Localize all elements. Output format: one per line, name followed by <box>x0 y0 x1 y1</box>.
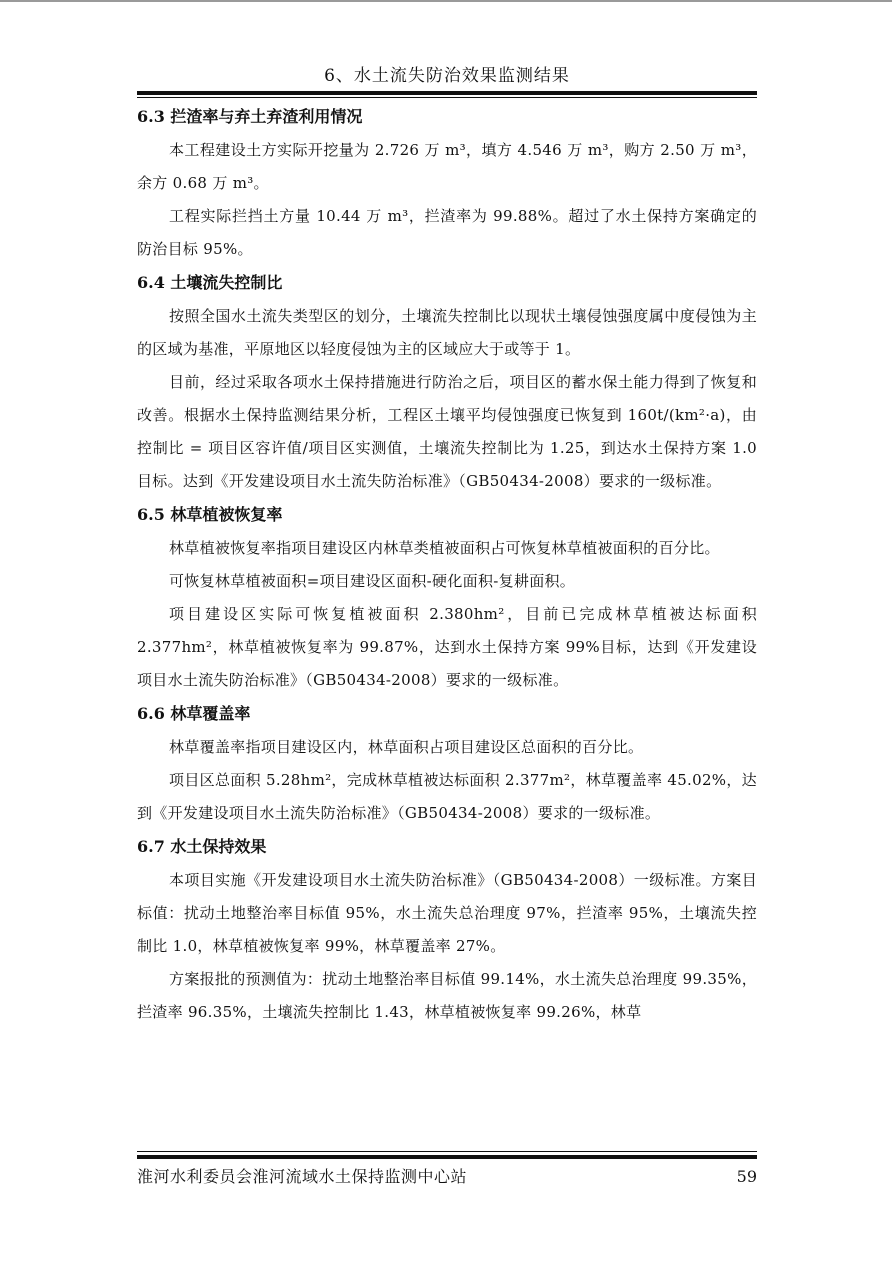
header-rule-thick <box>137 91 757 95</box>
paragraph: 林草植被恢复率指项目建设区内林草类植被面积占可恢复林草植被面积的百分比。 <box>169 539 720 557</box>
paragraph: 工程实际拦挡土方量 10.44 万 m³，拦渣率为 99.88%。超过了水土保持方案确定的防治目标 95%。 <box>137 207 757 258</box>
paragraph: 按照全国水土流失类型区的划分，土壤流失控制比以现状土壤侵蚀强度属中度侵蚀为主的区域为基准，平原地区以轻度侵蚀为主的区域应大于或等于 1。 <box>137 307 757 358</box>
section-heading-6-5: 6.5 林草植被恢复率 <box>137 505 283 524</box>
running-header: 6、水土流失防治效果监测结果 <box>324 66 570 86</box>
section-heading-6-3: 6.3 拦渣率与弃土弃渣利用情况 <box>137 107 363 126</box>
section-heading-6-4: 6.4 土壤流失控制比 <box>137 273 283 292</box>
page-number: 59 <box>736 1167 757 1186</box>
paragraph: 目前，经过采取各项水土保持措施进行防治之后，项目区的蓄水保土能力得到了恢复和改善。根据水土保持监测结果分析，工程区土壤平均侵蚀强度已恢复到 160t/(km²·a)，由控制比 = 项目区容许值/项目区实测值，土壤流失控制比为 1.25，到达水土保持方案 1.0 目标。达到《开发建设项目水土流失防治标准》（GB50434-2008）要求的一级标准。 <box>137 373 757 490</box>
section-heading-6-6: 6.6 林草覆盖率 <box>137 704 251 723</box>
paragraph: 林草覆盖率指项目建设区内，林草面积占项目建设区总面积的百分比。 <box>169 738 644 756</box>
footer-rule-thin <box>137 1151 757 1152</box>
paragraph: 本项目实施《开发建设项目水土流失防治标准》（GB50434-2008）一级标准。方案目标值：扰动土地整治率目标值 95%，水土流失总治理度 97%，拦渣率 95%，土壤流失控制比 1.0，林草植被恢复率 99%，林草覆盖率 27%。 <box>137 871 757 955</box>
header-rule-thin <box>137 97 757 98</box>
page-body <box>137 100 757 1029</box>
paragraph: 项目区总面积 5.28hm²，完成林草植被达标面积 2.377m²，林草覆盖率 45.02%，达到《开发建设项目水土流失防治标准》（GB50434-2008）要求的一级标准。 <box>137 771 757 822</box>
paragraph: 本工程建设土方实际开挖量为 2.726 万 m³，填方 4.546 万 m³，购方 2.50 万 m³，余方 0.68 万 m³。 <box>137 141 757 192</box>
paragraph: 项目建设区实际可恢复植被面积 2.380hm²，目前已完成林草植被达标面积 2.377hm²，林草植被恢复率为 99.87%，达到水土保持方案 99%目标，达到《开发建设项目水土流失防治标准》（GB50434-2008）要求的一级标准。 <box>137 605 757 689</box>
footer-rule-thick <box>137 1155 757 1159</box>
page-top-edge <box>0 0 892 2</box>
section-heading-6-7: 6.7 水土保持效果 <box>137 837 267 856</box>
paragraph: 方案报批的预测值为：扰动土地整治率目标值 99.14%，水土流失总治理度 99.35%，拦渣率 96.35%，土壤流失控制比 1.43，林草植被恢复率 99.26%，林草 <box>137 970 757 1021</box>
paragraph: 可恢复林草植被面积=项目建设区面积-硬化面积-复耕面积。 <box>169 572 576 590</box>
footer-organization: 淮河水利委员会淮河流域水土保持监测中心站 <box>137 1167 468 1186</box>
